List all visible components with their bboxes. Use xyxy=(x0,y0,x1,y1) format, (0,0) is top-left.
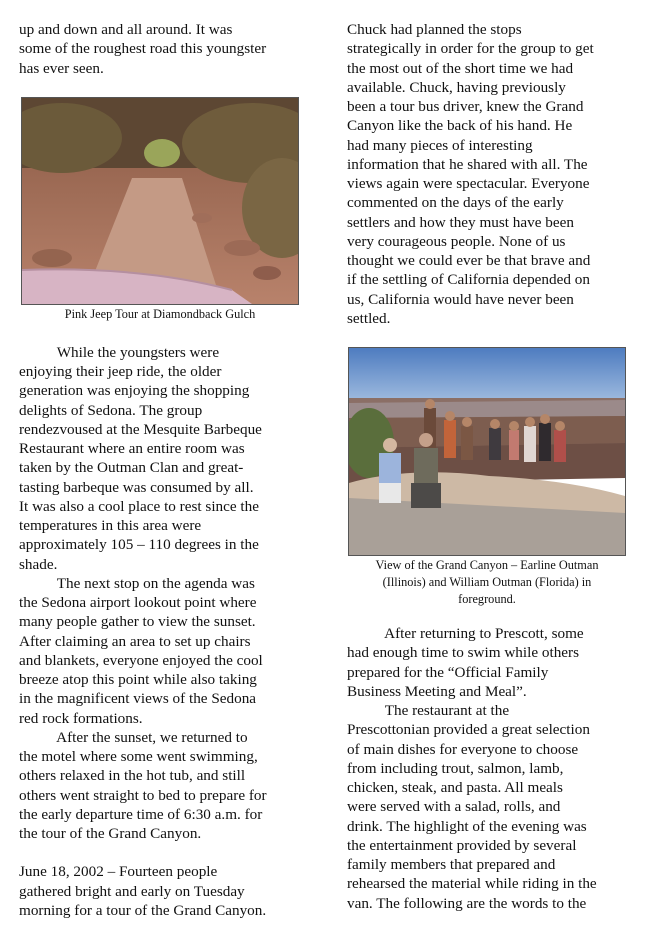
text-line: very courageous people. None of us xyxy=(347,232,566,250)
text-line: family members that prepared and xyxy=(347,856,556,873)
text-line: Chuck had planned the stops xyxy=(347,21,522,38)
text-line: prepared for the “Official Family xyxy=(347,663,549,681)
text-line: After the sunset, we returned to xyxy=(19,728,248,746)
paragraph-restaurant xyxy=(347,701,627,913)
text-line: generation was enjoying the shopping xyxy=(19,382,250,400)
paragraph-chuck xyxy=(347,20,627,328)
text-line: taken by the Outman Clan and great- xyxy=(19,459,244,477)
text-line: thought we could ever be that brave and xyxy=(347,252,591,269)
text-line: red rock formations. xyxy=(19,709,143,727)
paragraph-after-sunset xyxy=(19,728,301,844)
text-line: has ever seen. xyxy=(19,59,104,77)
text-line: up and down and all around. It was xyxy=(19,21,233,38)
text-line: van. The following are the words to the xyxy=(347,894,587,912)
grand-canyon-photo xyxy=(348,347,626,556)
text-line: delights of Sedona. The group xyxy=(19,401,203,419)
text-line: the Sedona airport lookout point where xyxy=(19,594,257,611)
text-line: Prescottonian provided a great selection xyxy=(347,721,590,739)
text-line: It was also a cool place to rest since the xyxy=(19,497,259,515)
text-line: been a tour bus driver, knew the Grand xyxy=(347,98,584,115)
text-line: strategically in order for the group to get xyxy=(347,40,594,58)
text-line: rehearsed the material while riding in the xyxy=(347,875,597,893)
caption-line: View of the Grand Canyon – Earline Outman xyxy=(375,558,599,572)
text-line: were served with a salad, rolls, and xyxy=(347,798,561,816)
text-line: had enough time to swim while others xyxy=(347,644,579,662)
text-line: views again were spectacular. Everyone xyxy=(347,175,590,192)
caption-line: foreground. xyxy=(458,592,516,606)
paragraph-next-stop xyxy=(19,574,301,728)
jeep-tour-caption: Pink Jeep Tour at Diamondback Gulch xyxy=(64,306,256,321)
text-line: the most out of the short time we had xyxy=(347,59,574,77)
text-line: commented on the days of the early xyxy=(347,194,564,212)
text-line: of main dishes for everyone to choose xyxy=(347,740,579,758)
paragraph-june-18 xyxy=(19,862,301,920)
text-line: The restaurant at the xyxy=(347,702,510,719)
text-line: and blankets, everyone enjoyed the cool xyxy=(19,651,263,669)
jeep-tour-photo xyxy=(21,97,299,305)
text-line: After claiming an area to set up chairs xyxy=(19,632,251,650)
text-line: Restaurant where an entire room was xyxy=(19,440,245,457)
text-line: June 18, 2002 – Fourteen people xyxy=(19,863,218,881)
text-line: if the settling of California depended on xyxy=(347,271,590,289)
text-line: the entertainment provided by several xyxy=(347,836,577,854)
text-line: morning for a tour of the Grand Canyon. xyxy=(19,901,267,919)
text-line: breeze atop this point while also taking xyxy=(19,671,257,688)
text-line: in the magnificent views of the Sedona xyxy=(19,690,257,708)
text-line: chicken, steak, and pasta. All meals xyxy=(347,779,563,796)
text-line: gathered bright and early on Tuesday xyxy=(19,882,245,900)
text-line: settlers and how they must have been xyxy=(347,213,574,231)
text-line: from including trout, salmon, lamb, xyxy=(347,759,564,777)
text-line: After returning to Prescott, some xyxy=(347,625,584,642)
text-line: us, California would have never been xyxy=(347,290,574,308)
right-column xyxy=(347,20,627,913)
text-line: temperatures in this area were xyxy=(19,517,202,534)
text-line: had many pieces of interesting xyxy=(347,136,533,154)
grand-canyon-photo-illustration xyxy=(349,348,625,555)
text-line: rendezvoused at the Mesquite Barbeque xyxy=(19,420,262,438)
text-line: Business Meeting and Meal”. xyxy=(347,682,527,700)
text-line: the motel where some went swimming, xyxy=(19,748,258,765)
text-line: others went straight to bed to prepare for xyxy=(19,786,267,804)
left-column xyxy=(19,20,301,920)
text-line: available. Chuck, having previously xyxy=(347,78,566,96)
text-line: drink. The highlight of the evening was xyxy=(347,817,587,835)
text-line: approximately 105 – 110 degrees in the xyxy=(19,536,259,554)
text-line: information that he shared with all. The xyxy=(347,155,588,173)
text-line: the tour of the Grand Canyon. xyxy=(19,825,202,842)
paragraph-youngsters xyxy=(19,343,301,574)
text-line: Canyon like the back of his hand. He xyxy=(347,117,573,135)
text-line: While the youngsters were xyxy=(19,343,220,361)
grand-canyon-caption xyxy=(347,557,627,608)
text-line: settled. xyxy=(347,309,391,327)
text-line: many people gather to view the sunset. xyxy=(19,613,256,631)
text-line: some of the roughest road this youngster xyxy=(19,40,267,58)
text-line: tasting barbeque was consumed by all. xyxy=(19,478,254,496)
text-line: enjoying their jeep ride, the older xyxy=(19,363,222,380)
paragraph-intro xyxy=(19,20,301,78)
text-line: The next stop on the agenda was xyxy=(19,574,255,592)
paragraph-prescott xyxy=(347,624,627,701)
caption-line: (Illinois) and William Outman (Florida) in xyxy=(382,575,592,589)
text-line: the early departure time of 6:30 a.m. for xyxy=(19,805,263,823)
text-line: shade. xyxy=(19,555,58,573)
text-line: others relaxed in the hot tub, and still xyxy=(19,767,246,785)
jeep-tour-photo-illustration xyxy=(22,98,298,304)
